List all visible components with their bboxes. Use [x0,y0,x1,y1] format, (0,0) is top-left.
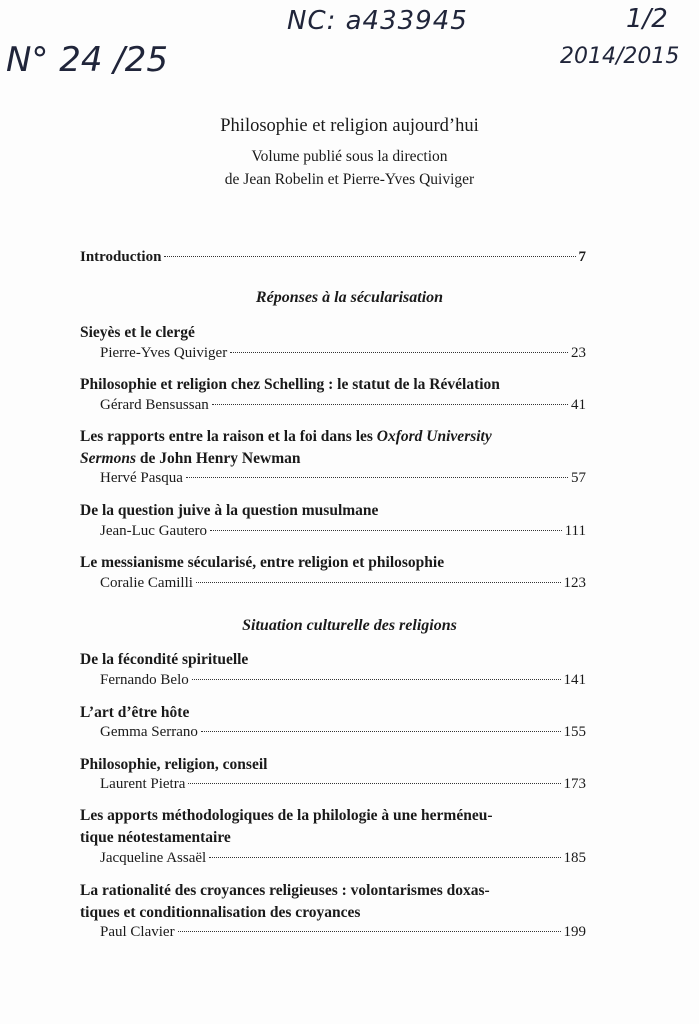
author-name: Pierre-Yves Quiviger [100,345,228,361]
toc-entry-title: De la fécondité spirituelle [80,651,249,668]
leader-dots [210,530,562,531]
page-number: 57 [571,470,586,486]
page-number: 141 [563,672,586,688]
toc-entry-title-line: La rationalité des croyances religieuses : volontarismes doxas- [80,882,490,899]
book-title: Philosophie et religion aujourd’hui [220,116,479,136]
page-number: 7 [578,249,586,265]
editors-line-1: Volume publié sous la direction [251,148,448,165]
page-number: 199 [563,924,586,940]
toc-entry-title-line [80,447,600,470]
author-name: Hervé Pasqua [100,470,183,486]
title-text: Les rapports entre la raison et la foi dans les [80,428,377,445]
toc-entry-author-line [100,774,586,794]
title-italic: Oxford University [376,428,492,445]
editors-line-2: de Jean Robelin et Pierre-Yves Quiviger [224,171,475,188]
author-name: Gemma Serrano [100,724,198,740]
toc-entry-author-line [100,468,586,488]
author-name: Laurent Pietra [100,776,186,792]
author-name: Paul Clavier [100,924,175,940]
leader-dots [201,731,561,732]
page-number: 111 [564,523,586,539]
title-italic: Sermons [80,450,136,467]
handwritten-issue-number: N° 24 /25 [6,40,169,80]
toc-entry-title-line: tique néotestamentaire [80,829,231,846]
toc-entry-title-line [80,425,600,448]
leader-dots [186,477,568,478]
toc-entry-author-line [100,722,586,742]
leader-dots [212,404,568,405]
page-number: 185 [563,850,586,866]
toc-entry-title: Sieyès et le clergé [80,324,195,341]
page-number: 41 [571,397,586,413]
handwritten-nc-number: NC: a433945 [287,6,468,36]
toc-entry-introduction [80,247,586,267]
toc-entry-title: Philosophie, religion, conseil [80,756,268,773]
page-number: 155 [563,724,586,740]
page-number: 173 [563,776,586,792]
author-name: Jacqueline Assaël [100,850,207,866]
toc-entry-author-line [100,848,586,868]
toc-entry-author-line [100,670,586,690]
leader-dots [196,582,561,583]
handwritten-date: 2014/2015 [560,44,680,69]
toc-entry-title: L’art d’être hôte [80,704,190,721]
title-text: de John Henry Newman [136,450,301,467]
leader-dots [178,931,561,932]
author-name: Fernando Belo [100,672,189,688]
author-name: Jean-Luc Gautero [100,523,208,539]
toc-entry-author-line [100,343,586,363]
leader-dots [230,352,568,353]
leader-dots [188,783,560,784]
page-number: 23 [571,345,586,361]
leader-dots [209,857,560,858]
toc-entry-author-line [100,573,586,593]
toc-entry-author-line [100,395,586,415]
toc-entry-title-line: tiques et conditionnalisation des croyances [80,904,361,921]
toc-entry-title: Philosophie et religion chez Schelling : le statut de la Révélation [80,376,500,393]
section-heading: Situation culturelle des religions [242,617,457,634]
page-number: 123 [563,575,586,591]
author-name: Gérard Bensussan [100,397,209,413]
leader-dots [164,256,575,257]
toc-entry-title: Le messianisme sécularisé, entre religion et philosophie [80,554,445,571]
section-heading: Réponses à la sécularisation [255,289,444,306]
toc-entry-author-line [100,922,586,942]
leader-dots [192,679,561,680]
handwritten-page-count: 1/2 [626,4,668,34]
toc-entry-author-line [100,521,586,541]
toc-entry-title-line: Les apports méthodologiques de la philologie à une herméneu- [80,807,493,824]
author-name: Coralie Camilli [100,575,193,591]
toc-entry-title: De la question juive à la question musulmane [80,502,379,519]
toc-entry-label: Introduction [80,249,162,265]
